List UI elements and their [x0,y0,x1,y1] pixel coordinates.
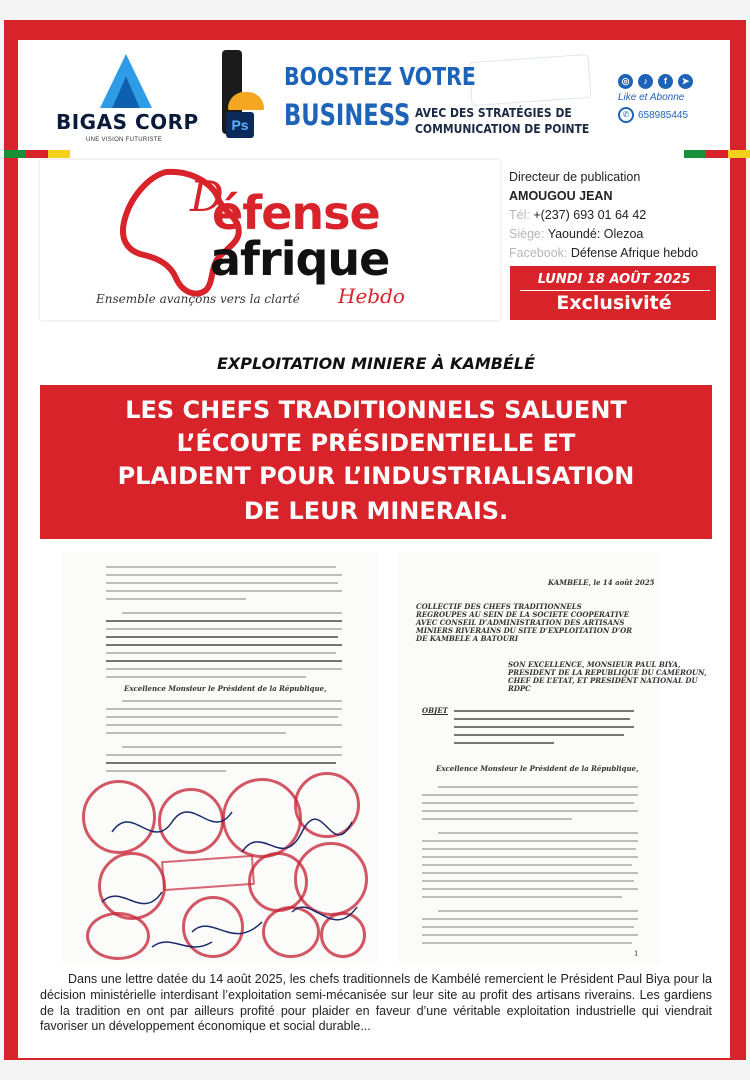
letter-recipient-3: CHEF DE L’ETAT, ET PRESIDENT NATIONAL DU [508,676,698,685]
headline-line-2: L’ÉCOUTE PRÉSIDENTIELLE ET [176,429,576,457]
cameroon-flag-strip-left [4,150,70,158]
bigas-brand-name: BIGAS CORP [56,110,199,134]
logo-hebdo: Hebdo [338,284,405,308]
logo-slogan: Ensemble avançons vers la clarté [96,292,300,306]
siege-label: Siège: [509,227,545,241]
headline-line-4: DE LEUR MINERAIS. [243,497,509,525]
facebook-label: Facebook: [509,246,568,260]
letter-page-number: 1 [634,950,639,958]
letter-sender-5: DE KAMBELE A BATOURI [416,634,519,643]
siege-value: Yaoundé: Olezoa [544,227,644,241]
letter-recipient-4: RDPC [508,684,531,693]
letter-recipient-2: PRESIDENT DE LA REPUBLIQUE DU CAMEROUN, [508,668,707,677]
photoshop-badge: Ps [226,112,254,138]
article-kicker: EXPLOITATION MINIERE À KAMBÉLÉ [217,354,535,373]
banner-headline-2: BUSINESS [284,98,411,132]
tel-label: Tél: [509,208,530,222]
letter-scan-right [398,552,707,964]
logo-afrique: afrique [210,232,390,286]
letter-salutation: Excellence Monsieur le Président de la République, [436,764,639,773]
publication-info [509,168,709,263]
letter-objet-label: OBJET [422,706,448,715]
instagram-icon[interactable]: ◎ [618,74,633,89]
background-graphic [469,54,592,106]
bigas-tagline: UNE VISION FUTURISTE [86,137,163,143]
director-label: Directeur de publication [509,170,641,184]
tel-value: +(237) 693 01 64 42 [529,208,647,222]
like-subscribe-text: Like et Abonne [618,92,685,103]
logo-letter-d: D [190,172,224,221]
facebook-line [509,244,709,263]
director-name: AMOUGOU JEAN [509,189,613,203]
whatsapp-icon: ✆ [618,107,634,123]
letter-scan-left [62,552,378,964]
article-caption: Dans une lettre datée du 14 août 2025, les chefs traditionnels de Kambélé remercient le Président Paul Biya pour la décision ministérielle interdisant l’exploitation semi-mécanisée sur leur site au profit des artisans riverains. Les gardiens de la tradition en ont par ailleurs profité pour plaider en faveur d’une véritable exploitation industrielle qui viendrait favoriser un développement économique et social durable... [40,972,712,1034]
letter-sender-4: MINIERS RIVERAINS DU SITE D’EXPLOITATION D’OR [416,626,633,635]
edition-label: Exclusivité [556,292,672,314]
whatsapp-contact[interactable] [618,107,688,123]
banner-headline-1: BOOSTEZ VOTRE [284,62,476,91]
facebook-icon[interactable]: f [658,74,673,89]
banner-subline-2: COMMUNICATION DE POINTE [415,122,590,136]
tel-line [509,206,709,225]
headline-line-3: PLAIDENT POUR L’INDUSTRIALISATION [117,462,635,490]
social-icons [618,74,693,89]
letter-sender-2: REGROUPES AU SEIN DE LA SOCIETE COOPERATIVE [416,610,630,619]
facebook-value: Défense Afrique hebdo [567,246,699,260]
tiktok-icon[interactable]: ♪ [638,74,653,89]
letter-recipient-1: SON EXCELLENCE, MONSIEUR PAUL BIYA, [508,660,681,669]
edition-divider [520,290,710,291]
left-letter-salutation: Excellence Monsieur le Président de la République, [124,684,327,693]
banner-subline-1: AVEC DES STRATÉGIES DE [415,106,572,120]
cameroon-flag-strip-right [684,150,750,158]
telegram-icon[interactable]: ➤ [678,74,693,89]
letter-sender-3: AVEC CONSEIL D’ADMINISTRATION DES ARTISANS [416,618,625,627]
letter-place-date: KAMBELE, le 14 août 2025 [548,578,655,587]
edition-date: LUNDI 18 AOÛT 2025 [537,272,691,287]
headline-line-1: LES CHEFS TRADITIONNELS SALUENT [125,396,627,424]
bigas-logo-icon [96,52,156,110]
siege-line [509,225,709,244]
logo-efense: éfense [212,186,380,240]
letter-sender-1: COLLECTIF DES CHEFS TRADITIONNELS [416,602,582,611]
whatsapp-number: 658985445 [638,109,689,121]
